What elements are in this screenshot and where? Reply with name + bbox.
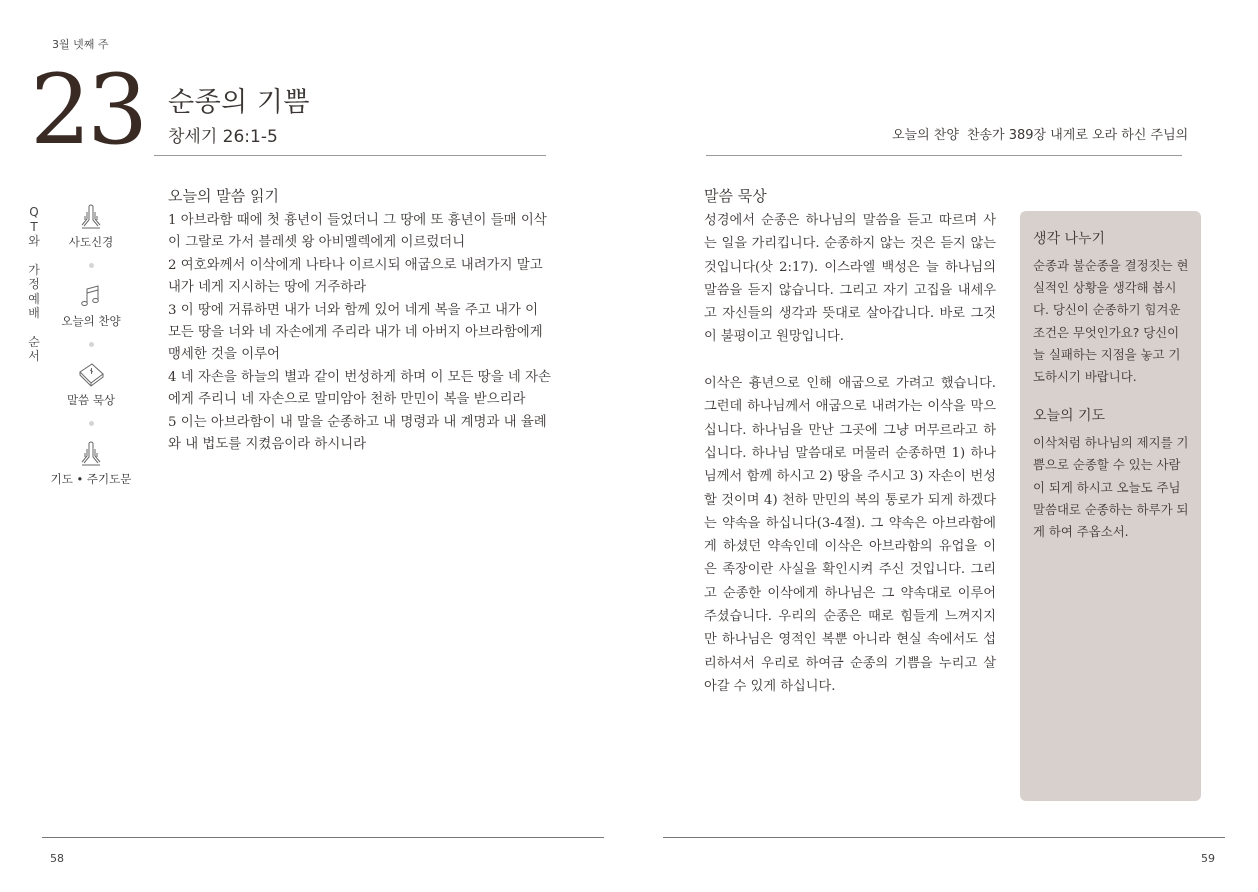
praying-hands-icon [76,439,106,469]
prayer-section [1033,405,1189,543]
bible-icon [76,360,106,390]
verse: 3 이 땅에 거류하면 내가 너와 함께 있어 네게 복을 주고 내가 이 모든 땅을 너와 네 자손에게 주리라 내가 네 아버지 아브라함에게 맹세한 것을 이루어 [168,302,543,363]
reflection-box [1020,211,1201,801]
meditation-heading: 말씀 묵상 [704,187,767,205]
verse: 4 네 자손을 하늘의 별과 같이 번성하게 하며 이 모든 땅을 네 자손에게 주리니 네 자손으로 말미암아 천하 만민이 복을 받으리라 [168,369,551,408]
reading-heading: 오늘의 말씀 읽기 [168,187,279,205]
side-char: Q [29,205,39,219]
meditation-text [704,209,996,722]
verse: 1 아브라함 때에 첫 흉년이 들었더니 그 땅에 또 흉년이 들매 이삭이 그랄로 가서 블레셋 왕 아비멜렉에게 이르렀더니 [168,213,547,251]
verse: 2 여호와께서 이삭에게 나타나 이르시되 애굽으로 내려가지 말고 내가 네게 지시하는 땅에 거주하라 [168,257,543,296]
music-note-icon [76,281,106,311]
prayer-text: 이삭처럼 하나님의 제지를 기쁨으로 순종할 수 있는 사람이 되게 하시고 오늘도 주님 말씀대로 순종하는 하루가 되게 하여 주옵소서. [1033,435,1189,540]
meditation-paragraph: 이삭은 흉년으로 인해 애굽으로 가려고 했습니다. 그런데 하나님께서 애굽으로 내려가는 이삭을 막으십니다. 하나님을 만난 그곳에 그냥 머무르라고 하십니다. 하나님 말씀대로 머물러 순종하면 1) 하나님께서 함께 하시고 2) 땅을 주시고 3) 자손이 번성할 것이며 4) 천하 만민의 복의 통로가 되게 하겠다는 약속을 하십니다(3-4절). 그 약속은 아브라함에게 하셨던 약속인데 이삭은 아브라함의 유업을 이은 족장이란 사실을 확인시켜 주신 것입니다. 그리고 순종한 이삭에게 하나님은 그 약속대로 이루어 주셨습니다. 우리의 순종은 때로 힘들게 느껴지지만 하나님은 영적인 복뿐 아니라 현실 속에서도 섭리하셔서 우리로 하여금 순종의 기쁨을 누리고 살아갈 수 있게 하십니다. [704,376,996,694]
footer-divider-left [42,837,604,838]
week-label: 3월 넷째 주 [52,38,109,51]
side-char: 정 [28,277,40,291]
share-heading: 생각 나누기 [1033,231,1106,247]
order-item-label: 기도 • 주기도문 [50,472,132,486]
order-item-meditation [48,360,134,408]
share-section [1033,228,1189,388]
side-char: 예 [28,291,40,306]
side-char: 배 [28,306,40,320]
order-item-label: 말씀 묵상 [66,393,116,407]
reading-text [168,210,552,456]
side-char: 와 [28,234,40,248]
side-char: 순 [28,334,40,349]
order-item-creed [48,202,134,250]
share-text: 순종과 불순종을 결정짓는 현실적인 상황을 생각해 봅시다. 당신이 순종하기 힘겨운 조건은 무엇인가요? 당신이 늘 실패하는 지점을 놓고 기도하시기 바랍니다. [1033,258,1189,385]
worship-order [48,202,134,487]
side-char: 서 [28,349,40,363]
verse: 5 이는 아브라함이 내 말을 순종하고 내 명령과 내 계명과 내 율례와 내 법도를 지켰음이라 하시니라 [168,414,547,453]
meditation-paragraph: 성경에서 순종은 하나님의 말씀을 듣고 따르며 사는 일을 가리킵니다. 순종하지 않는 것은 듣지 않는 것입니다(삿 2:17). 이스라엘 백성은 늘 하나님의 말씀을 듣지 않습니다. 그리고 자기 고집을 내세우고 자신들의 생각과 뜻대로 살아갑니다. 바로 그것이 불평이고 원망입니다. [704,213,996,345]
footer-divider-right [663,837,1225,838]
side-char: T [30,219,38,234]
day-number: 23 [30,54,145,166]
hymn-label: 오늘의 찬양 [892,128,959,143]
order-item-label: 사도신경 [68,235,114,249]
scripture-reference: 창세기 26:1-5 [168,127,278,147]
side-char: 가 [28,262,40,277]
hymn-text: 찬송가 389장 내게로 오라 하신 주님의 [966,128,1189,143]
order-item-hymn [48,281,134,329]
side-vertical-label [27,205,41,364]
order-item-label: 오늘의 찬양 [61,314,121,328]
header-divider-left [154,155,546,156]
prayer-heading: 오늘의 기도 [1033,408,1106,425]
page-number-left: 58 [50,852,64,865]
header-divider-right [706,155,1182,156]
praying-hands-icon [76,202,106,232]
order-item-prayer [48,439,134,487]
page-number-right: 59 [1201,852,1215,865]
page-title: 순종의 기쁨 [168,87,310,118]
hymn-line [892,124,1188,143]
